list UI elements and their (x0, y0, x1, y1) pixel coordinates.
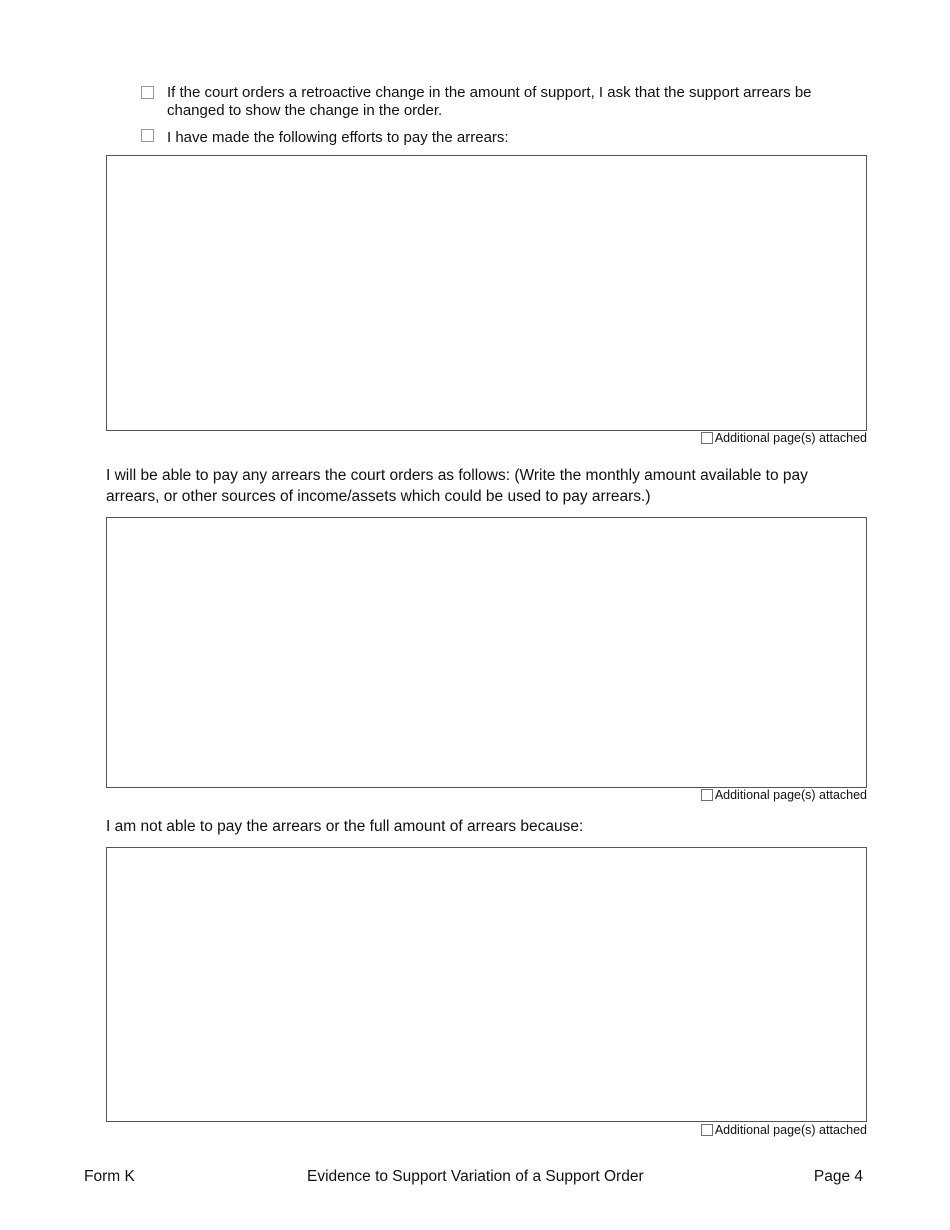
not-able-to-pay-instructions: I am not able to pay the arrears or the full amount of arrears because: (106, 818, 584, 835)
footer-page-number: Page 4 (813, 1168, 863, 1185)
efforts-to-pay-label: I have made the following efforts to pay the arrears: (167, 129, 509, 146)
retroactive-change-label (167, 84, 812, 120)
retroactive-change-label-line1: If the court orders a retroactive change in the amount of support, I ask that the support arrears be (167, 84, 812, 101)
not-able-to-pay-additional-pages (701, 1123, 867, 1137)
efforts-to-pay-checkbox[interactable] (141, 129, 154, 142)
able-to-pay-textbox[interactable] (106, 517, 867, 788)
able-to-pay-additional-pages-checkbox[interactable] (701, 789, 713, 801)
efforts-additional-pages-checkbox[interactable] (701, 432, 713, 444)
footer-form-name: Form K (84, 1168, 135, 1185)
footer-form-title: Evidence to Support Variation of a Support Order (307, 1168, 644, 1185)
retroactive-change-label-line2: changed to show the change in the order. (167, 102, 443, 119)
retroactive-change-checkbox[interactable] (141, 86, 154, 99)
not-able-to-pay-textbox[interactable] (106, 847, 867, 1122)
efforts-additional-pages-label: Additional page(s) attached (714, 431, 867, 445)
not-able-to-pay-additional-pages-label: Additional page(s) attached (714, 1123, 867, 1137)
not-able-to-pay-additional-pages-checkbox[interactable] (701, 1124, 713, 1136)
able-to-pay-instructions-line1: I will be able to pay any arrears the court orders as follows: (Write the monthly amount available to pay (106, 467, 808, 484)
able-to-pay-instructions-line2: arrears, or other sources of income/assets which could be used to pay arrears.) (106, 487, 651, 505)
efforts-to-pay-textbox[interactable] (106, 155, 867, 431)
able-to-pay-additional-pages (701, 788, 867, 802)
efforts-additional-pages (701, 431, 867, 445)
able-to-pay-instructions (106, 466, 808, 507)
able-to-pay-additional-pages-label: Additional page(s) attached (714, 788, 867, 802)
